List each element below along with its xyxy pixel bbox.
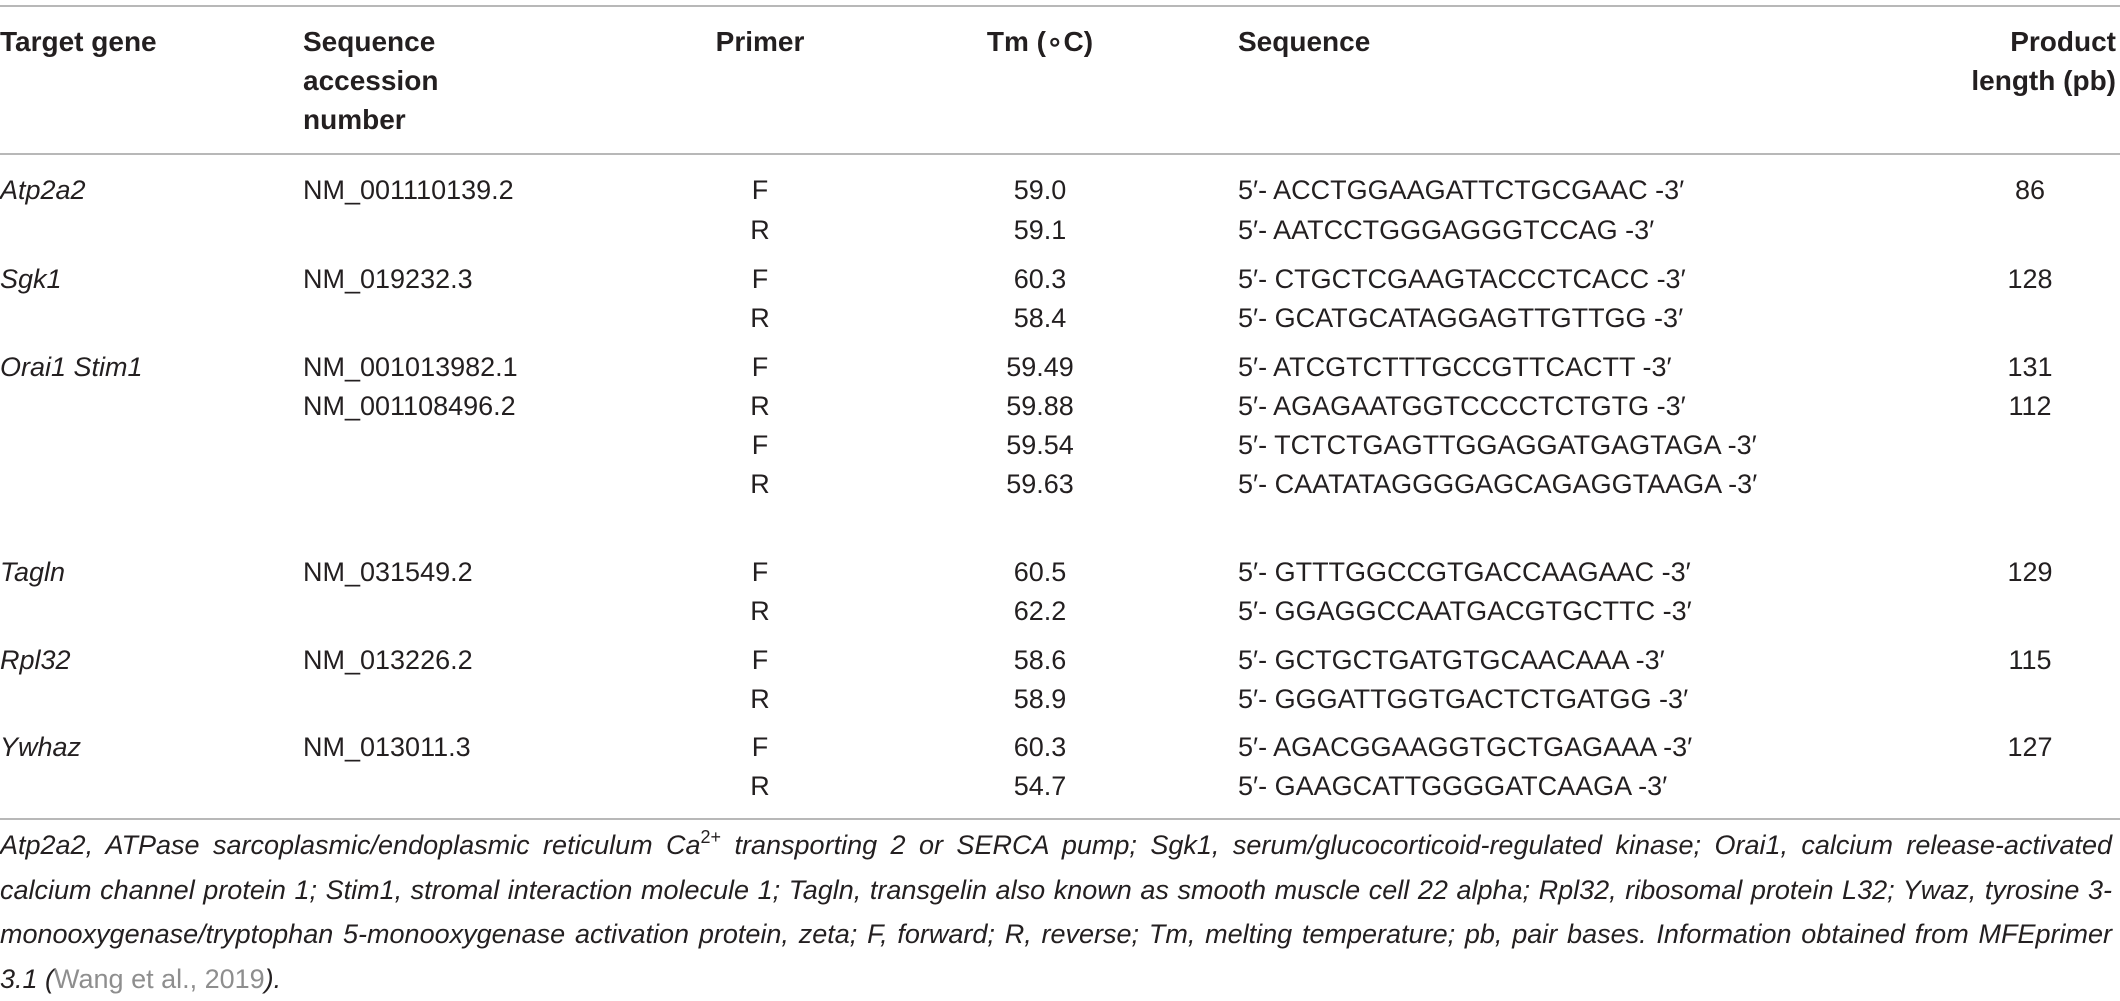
sequence-cell: 5′- AGAGAATGGTCCCCTCTGTG -3′ (1238, 391, 1686, 421)
tm-cell: 59.88 (1006, 391, 1074, 421)
gene-cell: Tagln (0, 557, 66, 587)
tm-cell: 59.54 (1006, 430, 1074, 460)
length-cell: 128 (2007, 264, 2053, 294)
accession-cell: NM_019232.3 (303, 264, 473, 294)
tm-cell: 54.7 (1013, 771, 1067, 801)
gene-cell: Sgk1 (0, 264, 62, 294)
primer-cell: R (750, 684, 770, 714)
primer-cell: F (751, 557, 769, 587)
accession-cell: NM_013226.2 (303, 645, 473, 675)
sequence-cell: 5′- GAAGCATTGGGGATCAAGA -3′ (1238, 771, 1668, 801)
accession-cell: NM_031549.2 (303, 557, 473, 587)
table-footnote: Atp2a2, ATPase sarcoplasmic/endoplasmic reticulum $Ca^{2+}$ transporting 2 or SERCA pump; Sgk1, serum/glucocorticoid-regulated kinase; Orai1, calcium release-activated calcium channel protein 1; Stim1, stromal interaction molecule 1; Tagln, transgelin also known as smooth muscle cell 22 alpha; Rpl32, ribosomal protein L32; Ywaz, tyrosine 3-monooxygenase/tryptophan 5-monooxygenase activation protein, zeta; F, forward; R, reverse; Tm, melting temperature; pb, pair bases. Information obtained from MFEprimer 3.1 (Wang et al., 2019). (0, 827, 2112, 994)
sequence-cell: 5′- GGGATTGGTGACTCTGATGG -3′ (1238, 684, 1689, 714)
tm-cell: 58.4 (1013, 303, 1067, 333)
accession-cell: NM_001108496.2 (303, 391, 516, 421)
header-product-length: Product length (pb) (1971, 26, 2116, 96)
accession-cell: NM_001013982.1 (303, 352, 518, 382)
tm-cell: 60.3 (1013, 264, 1067, 294)
sequence-cell: 5′- GTTTGGCCGTGACCAAGAAC -3′ (1238, 557, 1691, 587)
sequence-cell: 5′- CAATATAGGGGAGCAGAGGTAAGA -3′ (1238, 469, 1758, 499)
gene-cell: Rpl32 (0, 645, 71, 675)
sequence-cell: 5′- ATCGTCTTTGCCGTTCACTT -3′ (1238, 352, 1672, 382)
tm-cell: 59.63 (1006, 469, 1074, 499)
tm-cell: 60.3 (1013, 732, 1067, 762)
table-bottom-rule (0, 818, 2120, 820)
superscript-charge: 2+ (700, 827, 722, 847)
sequence-cell: 5′- GGAGGCCAATGACGTGCTTC -3′ (1238, 596, 1692, 626)
primer-cell: F (751, 352, 769, 382)
header-sequence: Sequence (1238, 26, 1371, 57)
primer-cell: F (751, 175, 769, 205)
accession-cell: NM_001110139.2 (303, 175, 514, 205)
tm-cell: 58.9 (1013, 684, 1067, 714)
primer-cell: F (751, 732, 769, 762)
tm-cell: 62.2 (1013, 596, 1067, 626)
header-primer: Primer (715, 26, 805, 57)
sequence-cell: 5′- GCTGCTGATGTGCAACAAA -3′ (1238, 645, 1665, 675)
length-cell: 127 (2007, 732, 2053, 762)
primer-cell: R (750, 215, 770, 245)
sequence-cell: 5′- AGACGGAAGGTGCTGAGAAA -3′ (1238, 732, 1693, 762)
header-divider-rule (0, 153, 2120, 155)
header-target-gene: Target gene (0, 26, 157, 57)
table-top-rule (0, 5, 2120, 7)
citation-link[interactable]: Wang et al., 2019 (54, 963, 265, 994)
length-cell: 86 (2014, 175, 2046, 205)
header-tm: Tm (∘C) (986, 26, 1094, 57)
header-accession: Sequence accession number (303, 26, 439, 135)
primer-cell: R (750, 596, 770, 626)
sequence-cell: 5′- CTGCTCGAAGTACCCTCACC -3′ (1238, 264, 1686, 294)
sequence-cell: 5′- GCATGCATAGGAGTTGTTGG -3′ (1238, 303, 1684, 333)
length-cell: 131 (2007, 352, 2053, 382)
primer-cell: R (750, 391, 770, 421)
sequence-cell: 5′- AATCCTGGGAGGGTCCAG -3′ (1238, 215, 1655, 245)
sequence-cell: 5′- ACCTGGAAGATTCTGCGAAC -3′ (1238, 175, 1685, 205)
primer-cell: R (750, 771, 770, 801)
sequence-cell: 5′- TCTCTGAGTTGGAGGATGAGTAGA -3′ (1238, 430, 1757, 460)
primer-cell: R (750, 303, 770, 333)
tm-cell: 59.1 (1013, 215, 1067, 245)
gene-cell: Ywhaz (0, 732, 82, 762)
tm-cell: 59.0 (1013, 175, 1067, 205)
tm-cell: 59.49 (1006, 352, 1074, 382)
primer-cell: F (751, 264, 769, 294)
primer-cell: F (751, 645, 769, 675)
tm-cell: 60.5 (1013, 557, 1067, 587)
accession-cell: NM_013011.3 (303, 732, 471, 762)
primer-cell: F (751, 430, 769, 460)
primer-cell: R (750, 469, 770, 499)
tm-cell: 58.6 (1013, 645, 1067, 675)
gene-cell: Orai1 Stim1 (0, 352, 143, 382)
length-cell: 115 (2008, 645, 2052, 675)
length-cell: 112 (2008, 391, 2052, 421)
length-cell: 129 (2007, 557, 2053, 587)
gene-cell: Atp2a2 (0, 175, 86, 205)
